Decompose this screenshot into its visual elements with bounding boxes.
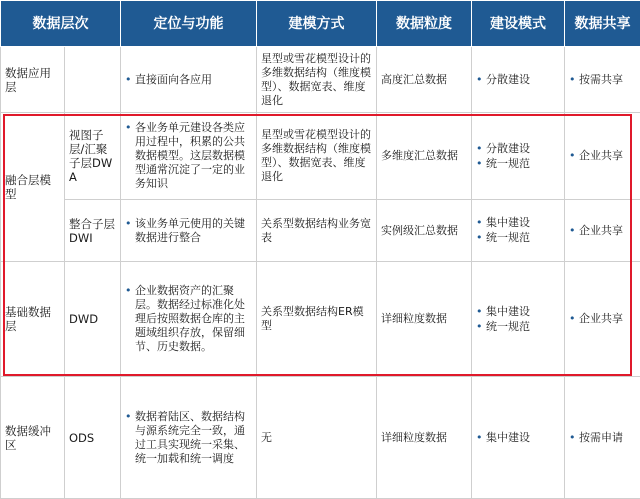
header-layer: 数据层次	[1, 1, 121, 47]
granularity-cell: 详细粒度数据	[377, 377, 472, 499]
function-cell	[121, 262, 257, 377]
bullet-item: • 统一规范	[476, 231, 560, 245]
layer-cell: 数据应用层	[1, 47, 65, 113]
build-mode-cell	[472, 377, 565, 499]
table-row	[1, 113, 640, 200]
sharing-cell	[565, 262, 640, 377]
bullet-item: • 集中建设	[476, 431, 560, 445]
layer-cell: 融合层模型	[1, 113, 65, 262]
header-modeling: 建模方式	[257, 1, 377, 47]
bullet-item: • 集中建设	[476, 216, 560, 230]
table-header-row	[1, 1, 640, 47]
bullet-item: • 企业共享	[569, 312, 636, 326]
bullet-item: • 企业共享	[569, 149, 636, 163]
build-mode-cell	[472, 47, 565, 113]
table-row	[1, 200, 640, 262]
header-sharing: 数据共享	[565, 1, 640, 47]
modeling-cell: 星型或雪花模型设计的多维数据结构（维度模型）、数据宽表、维度退化	[257, 47, 377, 113]
bullet-item: • 按需共享	[569, 73, 636, 87]
bullet-item: • 各业务单元建设各类应用过程中，积累的公共数据模型。这层数据模型通常沉淀了一定的业务知识	[125, 121, 252, 191]
function-cell	[121, 200, 257, 262]
sublayer-cell: ODS	[65, 377, 121, 499]
bullet-item: • 按需申请	[569, 431, 636, 445]
table-row	[1, 262, 640, 377]
build-mode-cell	[472, 113, 565, 200]
sublayer-cell: 视图子层/汇聚子层DWA	[65, 113, 121, 200]
function-cell	[121, 377, 257, 499]
bullet-item: • 数据着陆区、数据结构与源系统完全一致，通过工具实现统一采集、统一加载和统一调度	[125, 410, 252, 466]
granularity-cell: 多维度汇总数据	[377, 113, 472, 200]
modeling-cell: 关系型数据结构ER模型	[257, 262, 377, 377]
bullet-item: • 统一规范	[476, 157, 560, 171]
modeling-cell: 关系型数据结构业务宽表	[257, 200, 377, 262]
bullet-item: • 企业数据资产的汇聚层。数据经过标准化处理后按照数据仓库的主题域组织存放，保留细节、历史数据。	[125, 284, 252, 354]
bullet-item: • 分散建设	[476, 73, 560, 87]
bullet-item: • 统一规范	[476, 320, 560, 334]
sharing-cell	[565, 113, 640, 200]
build-mode-cell	[472, 200, 565, 262]
header-granularity: 数据粒度	[377, 1, 472, 47]
layer-cell: 基础数据层	[1, 262, 65, 377]
function-cell	[121, 47, 257, 113]
bullet-item: • 企业共享	[569, 224, 636, 238]
bullet-item: • 分散建设	[476, 142, 560, 156]
bullet-item: • 直接面向各应用	[125, 73, 252, 87]
table-row	[1, 377, 640, 499]
granularity-cell: 详细粒度数据	[377, 262, 472, 377]
table-row	[1, 47, 640, 113]
header-function: 定位与功能	[121, 1, 257, 47]
sharing-cell	[565, 47, 640, 113]
modeling-cell: 星型或雪花模型设计的多维数据结构（维度模型）、数据宽表、维度退化	[257, 113, 377, 200]
sharing-cell	[565, 200, 640, 262]
modeling-cell: 无	[257, 377, 377, 499]
bullet-item: • 集中建设	[476, 305, 560, 319]
function-cell	[121, 113, 257, 200]
sublayer-cell: 整合子层DWI	[65, 200, 121, 262]
layer-cell: 数据缓冲区	[1, 377, 65, 499]
sharing-cell	[565, 377, 640, 499]
build-mode-cell	[472, 262, 565, 377]
header-build-mode: 建设模式	[472, 1, 565, 47]
bullet-item: • 该业务单元使用的关键数据进行整合	[125, 217, 252, 245]
granularity-cell: 高度汇总数据	[377, 47, 472, 113]
granularity-cell: 实例级汇总数据	[377, 200, 472, 262]
sublayer-cell: DWD	[65, 262, 121, 377]
sublayer-cell	[65, 47, 121, 113]
